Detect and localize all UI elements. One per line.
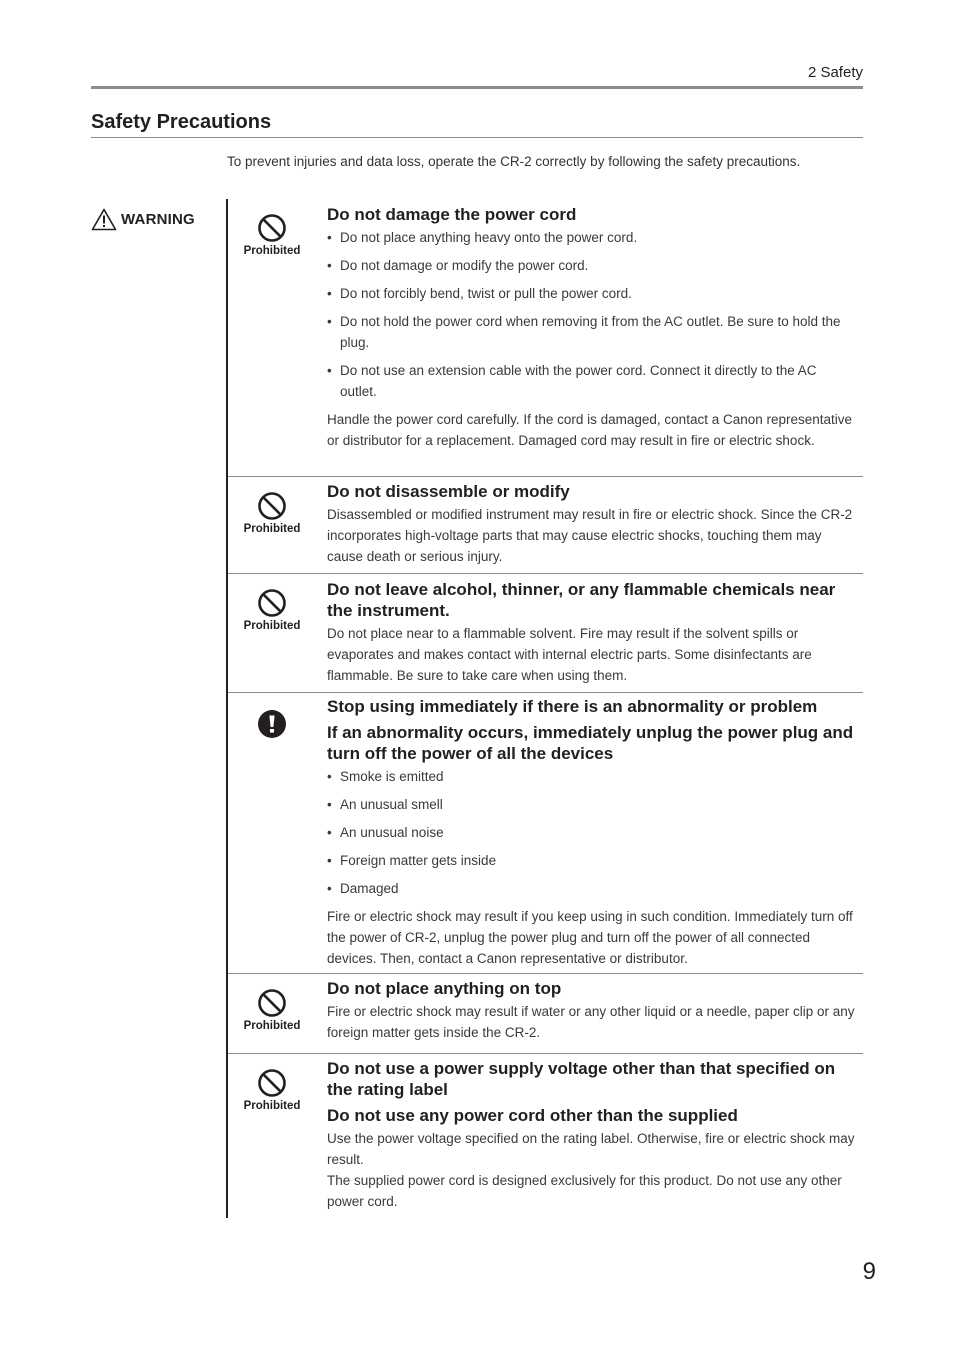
bullet-item: • Do not hold the power cord when removing it from the AC outlet. Be sure to hold the plug. (327, 311, 855, 353)
precaution-body-second: The supplied power cord is designed exclusively for this product. Do not use any other power cord. (327, 1173, 842, 1209)
mandatory-exclamation-icon (257, 709, 287, 739)
precaution-power-supply (228, 1054, 863, 1218)
precaution-subheading: Do not use any power cord other than the supplied (327, 1106, 738, 1125)
precaution-on-top (228, 974, 863, 1054)
prohibited-symbol (228, 491, 316, 535)
warning-triangle-icon (91, 208, 117, 231)
bullet-item: • Do not forcibly bend, twist or pull the power cord. (327, 283, 855, 304)
precaution-abnormality (228, 693, 863, 974)
prohibited-caption: Prohibited (243, 1020, 301, 1032)
bullet-item: • Do not damage or modify the power cord. (327, 255, 855, 276)
bullet-item: • Smoke is emitted (327, 766, 855, 787)
precaution-disassemble (228, 477, 863, 574)
prohibited-icon (257, 491, 287, 521)
precaution-heading: Do not place anything on top (327, 979, 562, 998)
prohibited-icon (257, 1068, 287, 1098)
precaution-body: Handle the power cord carefully. If the cord is damaged, contact a Canon representative or distributor for a replacement. Damaged cord may result in fire or electric shock. (327, 412, 853, 448)
precaution-heading: Do not use a power supply voltage other than that specified on the rating label (327, 1059, 836, 1099)
precaution-bullet-list (327, 227, 855, 402)
precaution-flammable (228, 574, 863, 693)
mandatory-symbol (228, 709, 316, 739)
prohibited-caption: Prohibited (243, 245, 301, 257)
bullet-item: • Damaged (327, 878, 855, 899)
page-title: Safety Precautions (91, 111, 272, 133)
bullet-item: • An unusual noise (327, 822, 855, 843)
prohibited-caption: Prohibited (243, 1100, 301, 1112)
prohibited-icon (257, 588, 287, 618)
prohibited-icon (257, 988, 287, 1018)
bullet-item: • Foreign matter gets inside (327, 850, 855, 871)
title-rule (91, 137, 863, 138)
warning-text: WARNING (121, 211, 195, 228)
prohibited-caption: Prohibited (243, 523, 301, 535)
precaution-body: Use the power voltage specified on the rating label. Otherwise, fire or electric shock may result. (327, 1131, 855, 1167)
prohibited-symbol (228, 588, 316, 632)
header-rule (91, 86, 863, 89)
intro-text: To prevent injuries and data loss, operate the CR-2 correctly by following the safety precautions. (227, 154, 801, 169)
section-label: 2 Safety (807, 64, 863, 81)
page-number: 9 (862, 1258, 876, 1285)
precaution-heading: Do not damage the power cord (327, 205, 577, 224)
precaution-heading: Stop using immediately if there is an abnormality or problem (327, 697, 818, 716)
precaution-power-cord (228, 199, 863, 477)
bullet-item: • An unusual smell (327, 794, 855, 815)
prohibited-symbol (228, 988, 316, 1032)
precaution-heading: Do not leave alcohol, thinner, or any flammable chemicals near the instrument. (327, 580, 836, 620)
prohibited-icon (257, 213, 287, 243)
precaution-body: Do not place near to a flammable solvent. Fire may result if the solvent spills or evaporates and makes contact with internal electric parts. Some disinfectants are flammable. Be sure to take care when using them. (327, 626, 812, 683)
prohibited-symbol (228, 213, 316, 257)
warning-label (91, 208, 195, 231)
precaution-body: Fire or electric shock may result if you keep using in such condition. Immediately turn off the power of CR-2, unplug the power plug and turn off the power of all connected devices. Then, contact a Canon representative or distributor. (327, 909, 853, 966)
precaution-heading: Do not disassemble or modify (327, 482, 570, 501)
prohibited-symbol (228, 1068, 316, 1112)
precaution-subheading: If an abnormality occurs, immediately unplug the power plug and turn off the power of all the devices (327, 723, 854, 763)
precaution-bullet-list (327, 766, 855, 899)
precaution-body: Fire or electric shock may result if water or any other liquid or a needle, paper clip or any foreign matter gets inside the CR-2. (327, 1004, 855, 1040)
bullet-item: • Do not place anything heavy onto the power cord. (327, 227, 855, 248)
prohibited-caption: Prohibited (243, 620, 301, 632)
bullet-item: • Do not use an extension cable with the power cord. Connect it directly to the AC outlet. (327, 360, 855, 402)
precaution-body: Disassembled or modified instrument may result in fire or electric shock. Since the CR-2 incorporates high-voltage parts that may cause electric shocks, touching them may cause death or serious injury. (327, 507, 853, 564)
